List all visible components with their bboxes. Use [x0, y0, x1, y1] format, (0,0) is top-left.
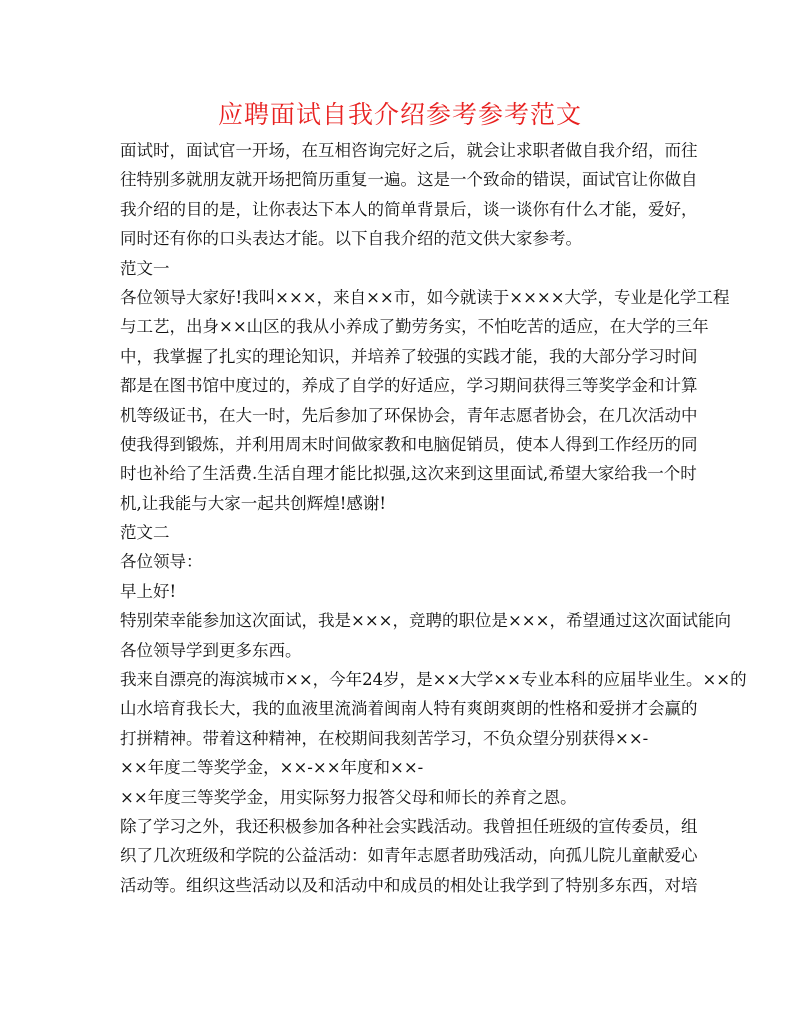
body-line: 早上好! [120, 581, 177, 601]
body-line: 山水培育我长大，我的血液里流淌着闽南人特有爽朗爽朗的性格和爱拼才会赢的 [120, 699, 698, 719]
document-title: 应聘面试自我介绍参考参考范文 [217, 100, 582, 129]
body-line: 我介绍的目的是，让你表达下本人的简单背景后，谈一谈你有什么才能，爱好， [120, 199, 698, 219]
body-line: 各位领导： [120, 552, 203, 572]
body-line: 我来自漂亮的海滨城市××，今年24岁，是××大学××专业本科的应届毕业生。××的 [120, 670, 747, 690]
section-heading: 范文一 [120, 258, 170, 278]
body-line: 特别荣幸能参加这次面试，我是×××，竞聘的职位是×××，希望通过这次面试能向 [120, 611, 731, 631]
document-body [120, 136, 747, 900]
body-line: 各位领导大家好!我叫×××，来自××市，如今就读于××××大学，专业是化学工程 [120, 287, 730, 307]
body-line: 中，我掌握了扎实的理论知识，并培养了较强的实践才能，我的大部分学习时间 [120, 346, 698, 366]
body-line: 时也补给了生活费.生活自理才能比拟强,这次来到这里面试,希望大家给我一个时 [120, 464, 697, 484]
body-line: 与工艺，出身××山区的我从小养成了勤劳务实，不怕吃苦的适应，在大学的三年 [120, 317, 709, 337]
body-line: 往特别多就朋友就开场把简历重复一遍。这是一个致命的错误，面试官让你做自 [120, 170, 698, 190]
body-line: 使我得到锻炼，并利用周末时间做家教和电脑促销员，使本人得到工作经历的同 [120, 434, 698, 454]
body-line: 活动等。组织这些活动以及和活动中和成员的相处让我学到了特别多东西，对培 [120, 875, 698, 895]
body-line: ××年度二等奖学金，××-××年度和××- [120, 758, 424, 778]
body-line: 机等级证书，在大一时，先后参加了环保协会，青年志愿者协会，在几次活动中 [120, 405, 698, 425]
body-line: 打拼精神。带着这种精神，在校期间我刻苦学习，不负众望分别获得××- [120, 728, 649, 748]
body-line: ××年度三等奖学金，用实际努力报答父母和师长的养育之恩。 [120, 787, 577, 807]
body-line: 同时还有你的口头表达才能。以下自我介绍的范文供大家参考。 [120, 229, 582, 249]
body-line: 织了几次班级和学院的公益活动：如青年志愿者助残活动，向孤儿院儿童献爱心 [120, 846, 698, 866]
section-heading: 范文二 [120, 523, 170, 543]
body-line: 面试时，面试官一开场，在互相咨询完好之后，就会让求职者做自我介绍，而往 [120, 141, 698, 160]
body-line: 都是在图书馆中度过的，养成了自学的好适应，学习期间获得三等奖学金和计算 [120, 376, 698, 396]
body-line: 各位领导学到更多东西。 [120, 640, 302, 660]
body-line: 除了学习之外，我还积极参加各种社会实践活动。我曾担任班级的宣传委员，组 [120, 816, 698, 836]
body-line: 机,让我能与大家一起共创辉煌!感谢! [120, 493, 387, 513]
